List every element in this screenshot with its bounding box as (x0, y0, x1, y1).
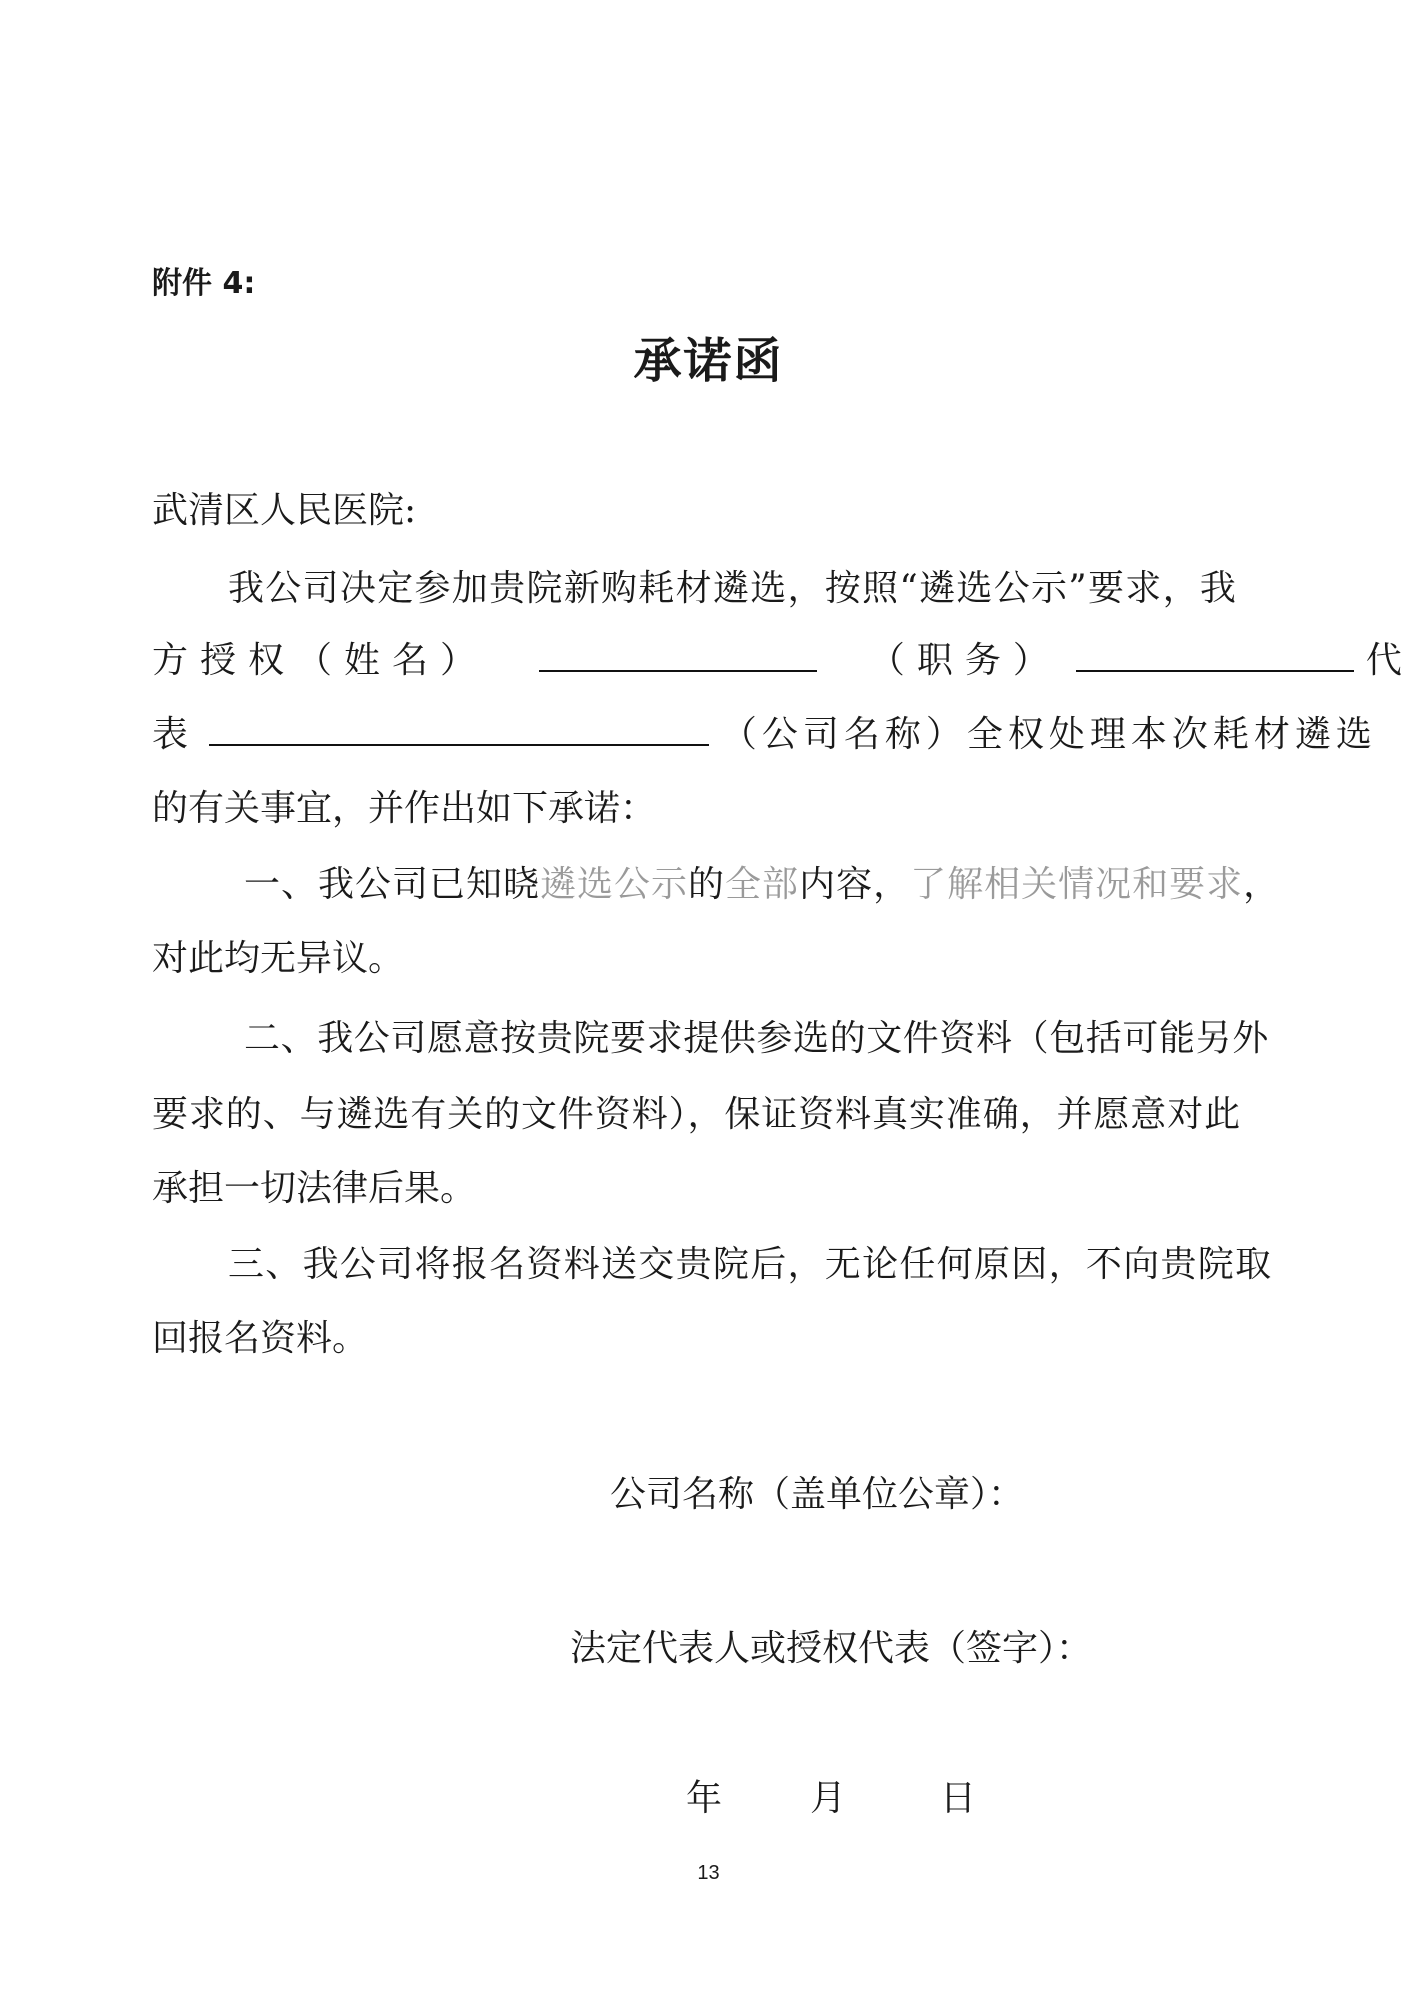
date-month-label: 月 (810, 1778, 847, 1819)
company-seal-label: 公司名称（盖单位公章）： (610, 1474, 1025, 1515)
clause-1-text-a: 一、我公司已知晓 (244, 864, 541, 905)
date-day-label: 日 (940, 1778, 977, 1819)
clause-3-line-2: 回报名资料。 (152, 1318, 369, 1359)
representative-signature-label: 法定代表人或授权代表（签字）： (570, 1628, 1093, 1669)
position-blank-field[interactable] (1076, 640, 1354, 672)
clause-1-line-1 (244, 856, 1280, 907)
page-number: 13 (697, 1862, 720, 1884)
company-label: （公司名称）全权处理本次耗材遴选 (720, 714, 1377, 755)
clause-2-line-3: 承担一切法律后果。 (152, 1168, 477, 1209)
clause-2-line-1: 二、我公司愿意按贵院要求提供参选的文件资料（包括可能另外 (244, 1018, 1269, 1059)
clause-1-text-c: 的 (688, 864, 726, 905)
clause-3-line-1: 三、我公司将报名资料送交贵院后，无论任何原因，不向贵院取 (228, 1244, 1273, 1285)
company-blank-field[interactable] (209, 714, 709, 746)
clause-1-text-g: ， (1243, 864, 1281, 905)
intro-line-2 (152, 632, 1402, 683)
authorize-name-label: 方授权（姓名） (152, 640, 489, 681)
rep-prefix: 表 (152, 714, 189, 755)
intro-line-3 (152, 706, 1377, 757)
attachment-label: 附件 4: (152, 266, 256, 301)
document-title: 承诺函 (633, 333, 784, 389)
clause-1-text-b: 遴选公示 (540, 864, 689, 905)
intro-line-1: 我公司决定参加贵院新购耗材遴选，按照“遴选公示”要求，我 (228, 568, 1238, 609)
clause-1-text-d: 全部 (725, 864, 800, 905)
position-label: （职务） (868, 640, 1061, 681)
salutation: 武清区人民医院: (152, 490, 417, 531)
clause-2-line-2: 要求的、与遴选有关的文件资料），保证资料真实准确，并愿意对此 (152, 1094, 1242, 1135)
clause-1-text-e: 内容， (799, 864, 911, 905)
rep-suffix: 代 (1365, 640, 1402, 681)
clause-1-text-f: 了解相关情况和要求 (910, 864, 1244, 905)
date-year-label: 年 (686, 1778, 723, 1819)
name-blank-field[interactable] (539, 640, 817, 672)
clause-1-line-2: 对此均无异议。 (152, 938, 405, 979)
intro-line-4: 的有关事宜，并作出如下承诺： (152, 788, 657, 829)
